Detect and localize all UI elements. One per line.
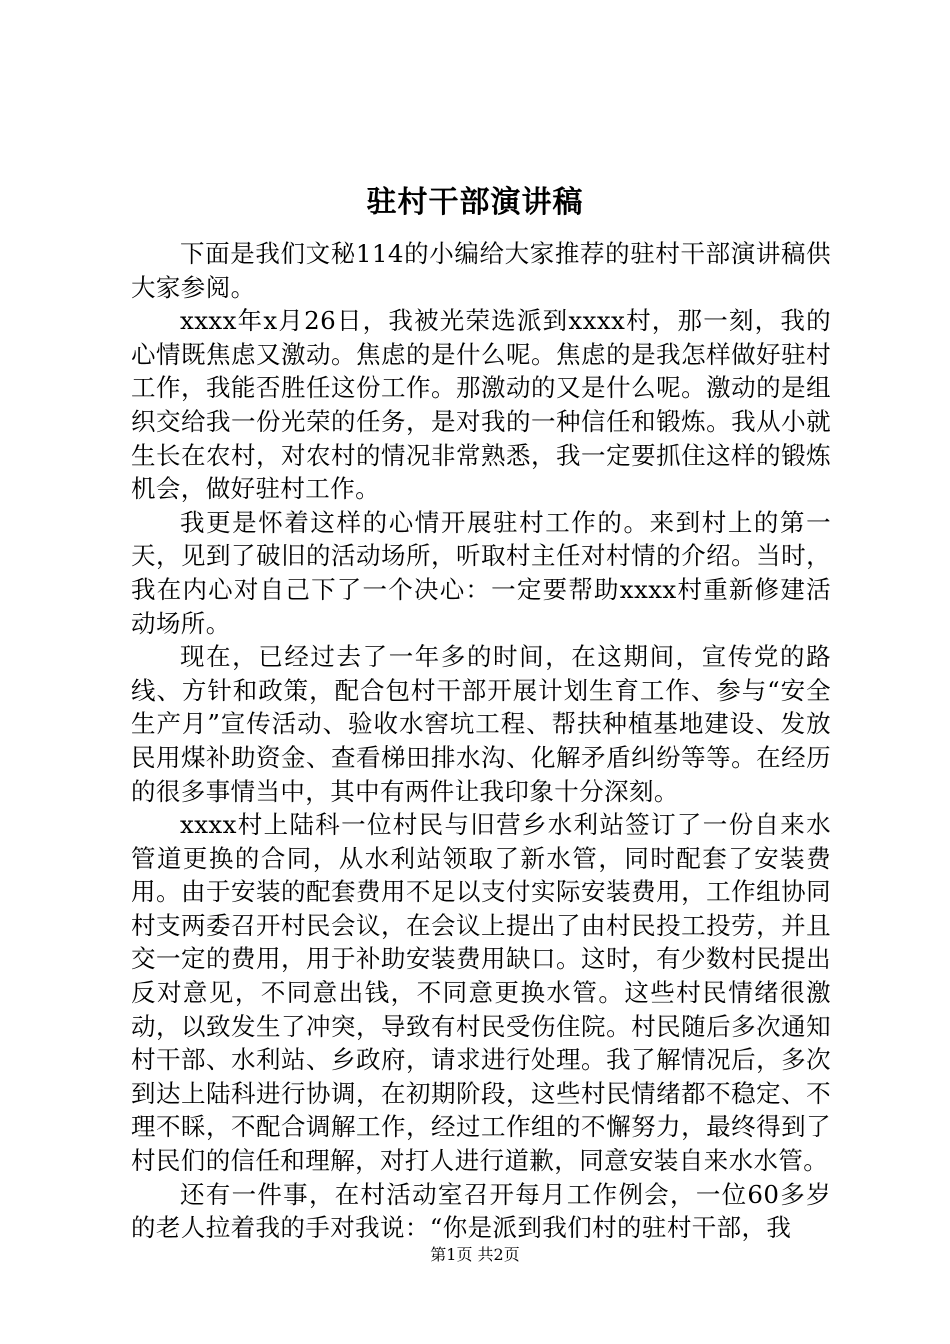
paragraph-selection: xxxx年x月26日，我被光荣选派到xxxx村，那一刻，我的心情既焦虑又激动。焦虑的是什么呢。焦虑的是我怎样做好驻村工作，我能否胜任这份工作。那激动的又是什么呢。激动的是组织交给我一份光荣的任务，是对我的一种信任和锻炼。我从小就生长在农村，对农村的情况非常熟悉，我一定要抓住这样的锻炼机会，做好驻村工作。	[131, 306, 831, 504]
document-title: 驻村干部演讲稿	[366, 185, 584, 220]
paragraph-intro: 下面是我们文秘114的小编给大家推荐的驻村干部演讲稿供大家参阅。	[131, 239, 831, 302]
paragraph-elder-story: 还有一件事，在村活动室召开每月工作例会，一位60多岁的老人拉着我的手对我说：“你是派到我们村的驻村干部，我	[131, 1179, 831, 1243]
paragraph-first-day: 我更是怀着这样的心情开展驻村工作的。来到村上的第一天，见到了破旧的活动场所，听取村主任对村情的介绍。当时，我在内心对自己下了一个决心：一定要帮助xxxx村重新修建活动场所。	[131, 507, 831, 638]
paragraph-work-summary: 现在，已经过去了一年多的时间，在这期间，宣传党的路线、方针和政策，配合包村干部开展计划生育工作、参与“安全生产月”宣传活动、验收水窖坑工程、帮扶种植基地建设、发放民用煤补助资金、查看梯田排水沟、化解矛盾纠纷等等。在经历的很多事情当中，其中有两件让我印象十分深刻。	[131, 642, 831, 806]
page-footer: 第1页 共2页	[430, 1245, 520, 1264]
document-body	[131, 237, 831, 1245]
paragraph-water-pipe-case: xxxx村上陆科一位村民与旧营乡水利站签订了一份自来水管道更换的合同，从水利站领取了新水管，同时配套了安装费用。由于安装的配套费用不足以支付实际安装费用，工作组协同村支两委召开村民会议，在会议上提出了由村民投工投劳，并且交一定的费用，用于补助安装费用缺口。这时，有少数村民提出反对意见，不同意出钱，不同意更换水管。这些村民情绪很激动，以致发生了冲突，导致有村民受伤住院。村民随后多次通知村干部、水利站、乡政府，请求进行处理。我了解情况后，多次到达上陆科进行协调，在初期阶段，这些村民情绪都不稳定、不理不睬，不配合调解工作，经过工作组的不懈努力，最终得到了村民们的信任和理解，对打人进行道歉，同意安装自来水水管。	[131, 810, 831, 1176]
